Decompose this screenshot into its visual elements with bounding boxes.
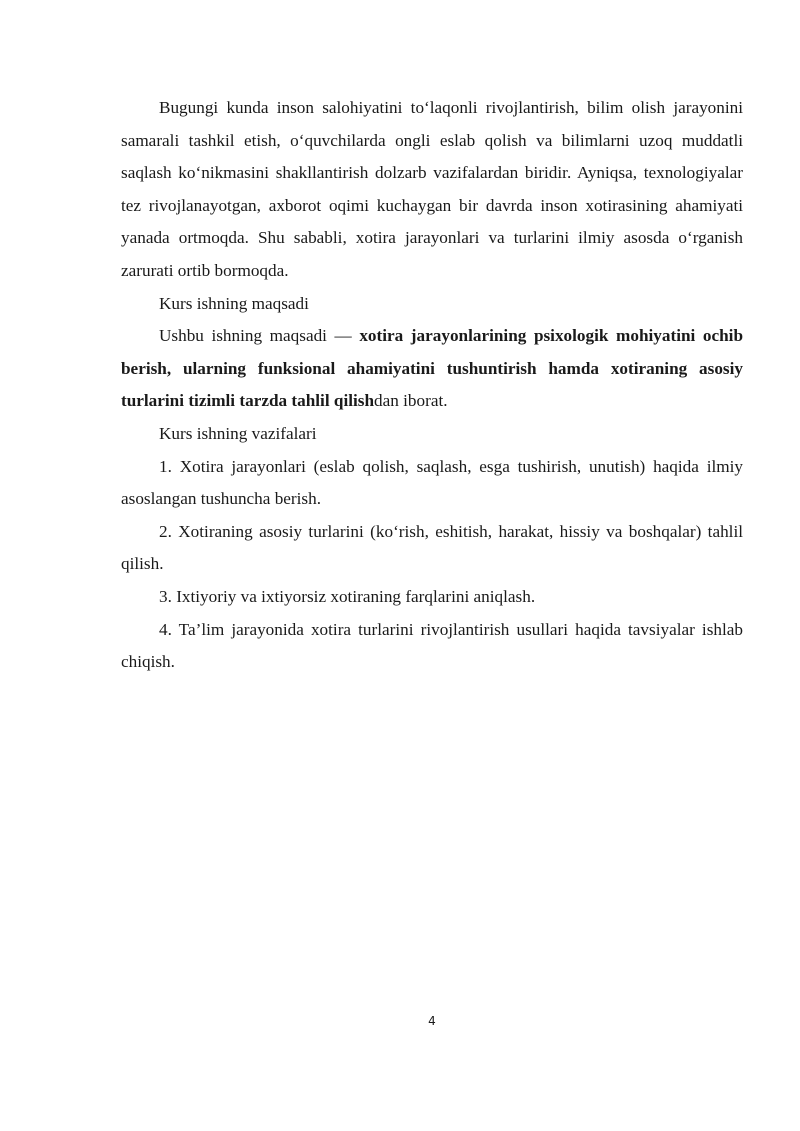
goal-suffix: dan iborat. [374,391,448,411]
goal-heading: Kurs ishning maqsadi [159,293,309,313]
task-item-1: 1. Xotira jarayonlari (eslab qolish, saqlash, esga tushirish, unutish) haqida ilmiy asoslangan tushuncha berish. [121,456,743,509]
document-body [121,92,743,679]
task-item-3: 3. Ixtiyoriy va ixtiyorsiz xotiraning farqlarini aniqlash. [159,586,536,606]
goal-paragraph [121,320,743,418]
page-number: 4 [428,1014,436,1028]
task-item-2: 2. Xotiraning asosiy turlarini (ko‘rish, eshitish, harakat, hissiy va boshqalar) tahlil qilish. [121,521,743,574]
intro-paragraph: Bugungi kunda inson salohiyatini to‘laqonli rivojlantirish, bilim olish jarayonini samarali tashkil etish, o‘quvchilarda ongli eslab qolish va bilimlarni uzoq muddatli saqlash ko‘nikmasini shakllantirish dolzarb vazifalardan biridir. Ayniqsa, texnologiyalar tez rivojlanayotgan, axborot oqimi kuchaygan bir davrda inson xotirasining ahamiyati yanada ortmoqda. Shu sababli, xotira jarayonlari va turlarini ilmiy asosda o‘rganish zarurati ortib bormoqda. [121,98,743,280]
task-item-4: 4. Ta’lim jarayonida xotira turlarini rivojlantirish usullari haqida tavsiyalar ishlab chiqish. [121,619,743,672]
tasks-heading: Kurs ishning vazifalari [159,423,317,443]
goal-bold-text: xotira jarayonlarining psixologik mohiyatini ochib berish, ularning funksional ahamiyatini tushuntirish hamda xotiraning asosiy turlarini tizimli tarzda tahlil qilish [121,326,743,411]
goal-prefix: Ushbu ishning maqsadi — [159,326,360,346]
